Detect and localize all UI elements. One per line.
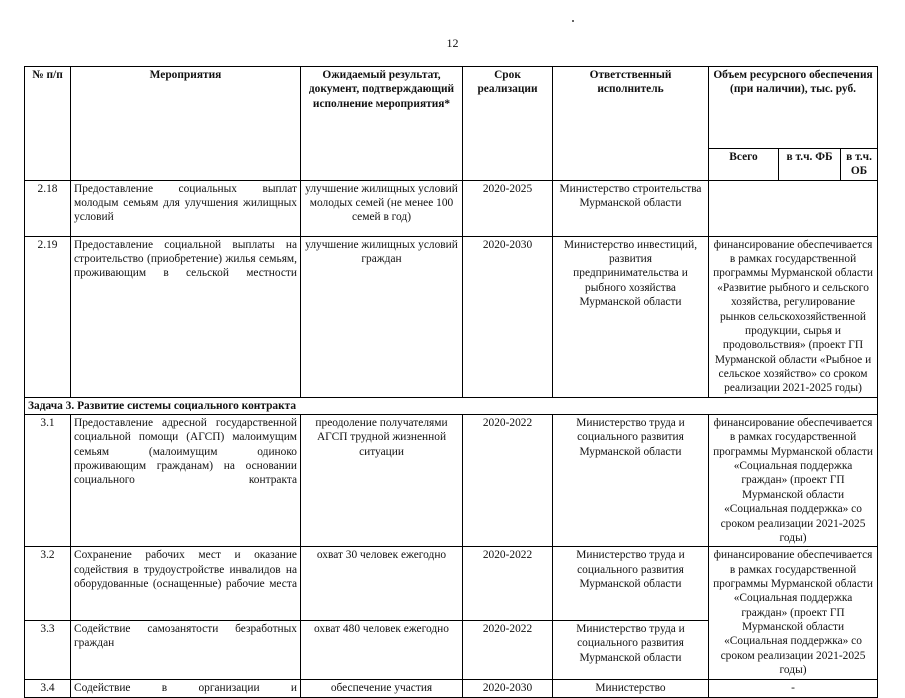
row-num: 3.3	[25, 620, 71, 679]
row-num: 3.1	[25, 415, 71, 547]
task-heading-row	[25, 397, 878, 414]
row-num: 2.19	[25, 236, 71, 397]
row-term: 2020-2025	[463, 180, 553, 236]
table-row	[25, 180, 878, 236]
row-result: улучшение жилищных условий граждан	[301, 236, 463, 397]
row-activity: Содействие в организации и	[71, 679, 301, 697]
row-funding: финансирование обеспечивается в рамках государственной программы Мурманской области «Социальная поддержка граждан» (проект ГП Мурманской области «Социальная поддержка» со сроком реализации 2021-2025 годы)	[709, 415, 878, 547]
header-result: Ожидаемый результат, документ, подтверждающий исполнение мероприятия*	[301, 67, 463, 181]
row-activity: Предоставление социальной выплаты на строительство (приобретение) жилья семьям, проживающим в сельской местности	[71, 236, 301, 397]
row-executor: Министерство труда и социального развития Мурманской области	[553, 620, 709, 679]
table-header-row	[25, 67, 878, 149]
row-term: 2020-2030	[463, 236, 553, 397]
row-term: 2020-2022	[463, 415, 553, 547]
row-executor: Министерство строительства Мурманской области	[553, 180, 709, 236]
header-ob: в т.ч. ОБ	[841, 149, 878, 181]
row-term: 2020-2022	[463, 547, 553, 621]
row-term: 2020-2030	[463, 679, 553, 697]
row-funding: финансирование обеспечивается в рамках государственной программы Мурманской области «Социальная поддержка граждан» (проект ГП Мурманской области «Социальная поддержка» со сроком реализации 2021-2025 годы)	[709, 547, 878, 679]
table-row	[25, 679, 878, 697]
task-title: Задача 3. Развитие системы социального контракта	[25, 397, 878, 414]
row-executor: Министерство	[553, 679, 709, 697]
row-result: преодоление получателями АГСП трудной жизненной ситуации	[301, 415, 463, 547]
scan-speck	[572, 20, 574, 22]
row-num: 3.4	[25, 679, 71, 697]
row-result: охват 480 человек ежегодно	[301, 620, 463, 679]
row-result: охват 30 человек ежегодно	[301, 547, 463, 621]
activities-table	[24, 66, 878, 698]
row-funding	[709, 180, 878, 236]
table-row	[25, 415, 878, 547]
table-row	[25, 547, 878, 621]
row-result: улучшение жилищных условий молодых семей (не менее 100 семей в год)	[301, 180, 463, 236]
header-num: № п/п	[25, 67, 71, 181]
row-result: обеспечение участия	[301, 679, 463, 697]
page-number: 12	[446, 36, 459, 50]
row-funding: -	[709, 679, 878, 697]
header-executor: Ответственный исполнитель	[553, 67, 709, 181]
row-activity: Предоставление социальных выплат молодым семьям для улучшения жилищных условий	[71, 180, 301, 236]
row-num: 3.2	[25, 547, 71, 621]
row-activity: Сохранение рабочих мест и оказание содействия в трудоустройстве инвалидов на оборудованные (оснащенные) рабочие места	[71, 547, 301, 621]
row-executor: Министерство труда и социального развития Мурманской области	[553, 415, 709, 547]
table-row	[25, 236, 878, 397]
row-activity: Предоставление адресной государственной социальной помощи (АГСП) малоимущим семьям (малоимущим одиноко проживающим гражданам) на основании социального контракта	[71, 415, 301, 547]
row-funding: финансирование обеспечивается в рамках государственной программы Мурманской области «Развитие рыбного и сельского хозяйства, регулирование рынков сельскохозяйственной продукции, сырья и продовольствия» (проект ГП Мурманской области «Рыбное и сельское хозяйство» со сроком реализации 2021-2025 годы)	[709, 236, 878, 397]
row-num: 2.18	[25, 180, 71, 236]
row-term: 2020-2022	[463, 620, 553, 679]
header-activity: Мероприятия	[71, 67, 301, 181]
header-funding: Объем ресурсного обеспечения (при наличии), тыс. руб.	[709, 67, 878, 149]
row-activity: Содействие самозанятости безработных граждан	[71, 620, 301, 679]
row-executor: Министерство инвестиций, развития предпринимательства и рыбного хозяйства Мурманской области	[553, 236, 709, 397]
header-total: Всего	[709, 149, 779, 181]
header-term: Срок реализации	[463, 67, 553, 181]
header-fb: в т.ч. ФБ	[779, 149, 841, 181]
row-executor: Министерство труда и социального развития Мурманской области	[553, 547, 709, 621]
